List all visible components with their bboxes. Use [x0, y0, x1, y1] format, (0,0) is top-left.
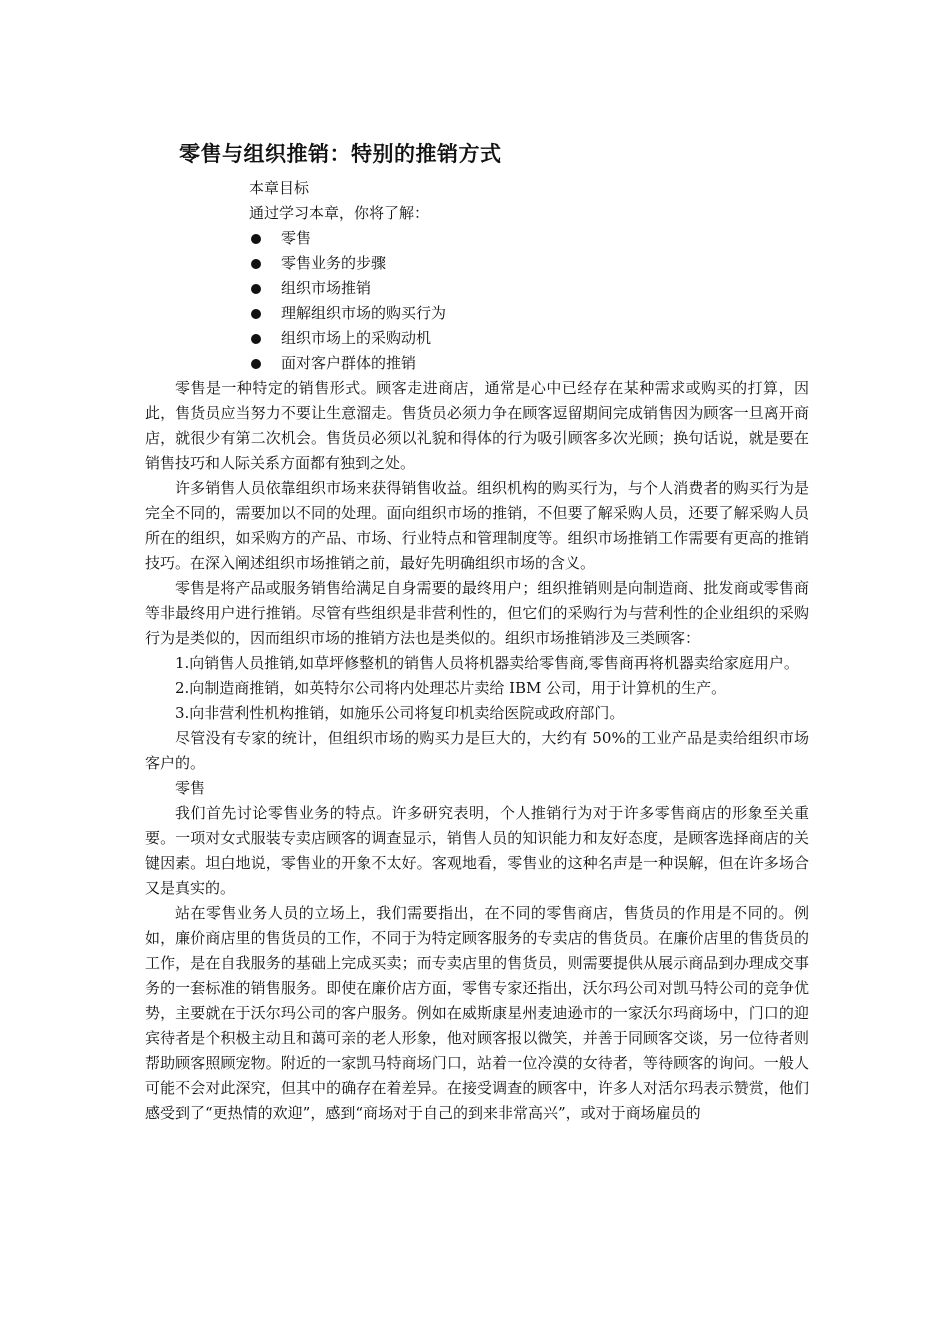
- chapter-objectives: [249, 176, 809, 376]
- paragraph-purchasing-power: 尽管没有专家的统计，但组织市场的购买力是巨大的，大约有 50%的工业产品是卖给组织市场客户的。: [145, 729, 809, 772]
- objective-item: [249, 251, 809, 276]
- bullet-icon: [251, 359, 261, 369]
- section-heading-retail: 零售: [175, 779, 206, 797]
- paragraph-customer-type-3: 3.向非营利性机构推销，如施乐公司将复印机卖给医院或政府部门。: [175, 704, 625, 722]
- bullet-icon: [251, 234, 261, 244]
- objective-text: 组织市场推销: [281, 279, 372, 297]
- objective-item: [249, 301, 809, 326]
- bullet-icon: [251, 309, 261, 319]
- bullet-icon: [251, 334, 261, 344]
- paragraph-retail-features: 我们首先讨论零售业务的特点。许多研究表明，个人推销行为对于许多零售商店的形象至关重要。一项对女式服装专卖店顾客的调查显示，销售人员的知识能力和友好态度，是顾客选择商店的关键因素。坦白地说，零售业的开象不太好。客观地看，零售业的这种名声是一种误解，但在许多场合又是真实的。: [145, 804, 809, 897]
- paragraph-customer-type-2: 2.向制造商推销，如英特尔公司将内处理芯片卖给 IBM 公司，用于计算机的生产。: [175, 679, 727, 697]
- paragraph-definitions: 零售是将产品或服务销售给满足自身需要的最终用户；组织推销则是向制造商、批发商或零售商等非最终用户进行推销。尽管有些组织是非营利性的，但它们的采购行为与营利性的企业组织的采购行为是类似的，因而组织市场的推销方法也是类似的。组织市场推销涉及三类顾客：: [145, 579, 809, 647]
- objective-item: [249, 276, 809, 301]
- chapter-title: 零售与组织推销：特别的推销方式: [179, 142, 502, 166]
- objectives-list: [249, 226, 809, 376]
- objective-text: 面对客户群体的推销: [281, 354, 417, 372]
- paragraph-retail-intro: 零售是一种特定的销售形式。顾客走进商店，通常是心中已经存在某种需求或购买的打算，因此，售货员应当努力不要让生意溜走。售货员必须力争在顾客逗留期间完成销售因为顾客一旦离开商店，就很少有第二次机会。售货员必须以礼貌和得体的行为吸引顾客多次光顾；换句话说，就是要在销售技巧和人际关系方面都有独到之处。: [145, 379, 809, 472]
- paragraph-customer-type-1: 1.向销售人员推销,如草坪修整机的销售人员将机器卖给零售商,零售商再将机器卖给家庭用户。: [175, 654, 799, 672]
- objectives-heading: 本章目标: [249, 179, 310, 197]
- bullet-icon: [251, 259, 261, 269]
- objective-text: 零售业务的步骤: [281, 254, 387, 272]
- paragraph-organizational-market: 许多销售人员依靠组织市场来获得销售收益。组织机构的购买行为，与个人消费者的购买行为是完全不同的，需要加以不同的处理。面向组织市场的推销，不但要了解采购人员，还要了解采购人员所在的组织，如采购方的产品、市场、行业特点和管理制度等。组织市场推销工作需要有更高的推销技巧。在深入阐述组织市场推销之前，最好先明确组织市场的含义。: [145, 479, 809, 572]
- objective-item: [249, 326, 809, 351]
- objective-text: 组织市场上的采购动机: [281, 329, 432, 347]
- objective-item: [249, 351, 809, 376]
- objective-text: 零售: [281, 229, 312, 247]
- bullet-icon: [251, 284, 261, 294]
- objective-item: [249, 226, 809, 251]
- objectives-intro: 通过学习本章，你将了解：: [249, 204, 430, 222]
- body-text: [145, 376, 809, 1126]
- objective-text: 理解组织市场的购买行为: [281, 304, 447, 322]
- paragraph-retail-roles: 站在零售业务人员的立场上，我们需要指出，在不同的零售商店，售货员的作用是不同的。例如，廉价商店里的售货员的工作，不同于为特定顾客服务的专卖店的售货员。在廉价店里的售货员的工作，是在自我服务的基础上完成买卖；而专卖店里的售货员，则需要提供从展示商品到办理成交事务的一套标准的销售服务。即使在廉价店方面，零售专家还指出，沃尔玛公司对凯马特公司的竞争优势，主要就在于沃尔玛公司的客户服务。例如在威斯康星州麦迪逊市的一家沃尔玛商场中，门口的迎宾待者是个积极主动且和蔼可亲的老人形象，他对顾客报以微笑，并善于同顾客交谈，另一位待者则帮助顾客照顾宠物。附近的一家凯马特商场门口，站着一位冷漠的女待者，等待顾客的询问。一般人可能不会对此深究，但其中的确存在着差异。在接受调查的顾客中，许多人对活尔玛表示赞赏，他们感受到了“更热情的欢迎”，感到“商场对于自己的到来非常高兴”，或对于商场雇员的: [145, 904, 809, 1122]
